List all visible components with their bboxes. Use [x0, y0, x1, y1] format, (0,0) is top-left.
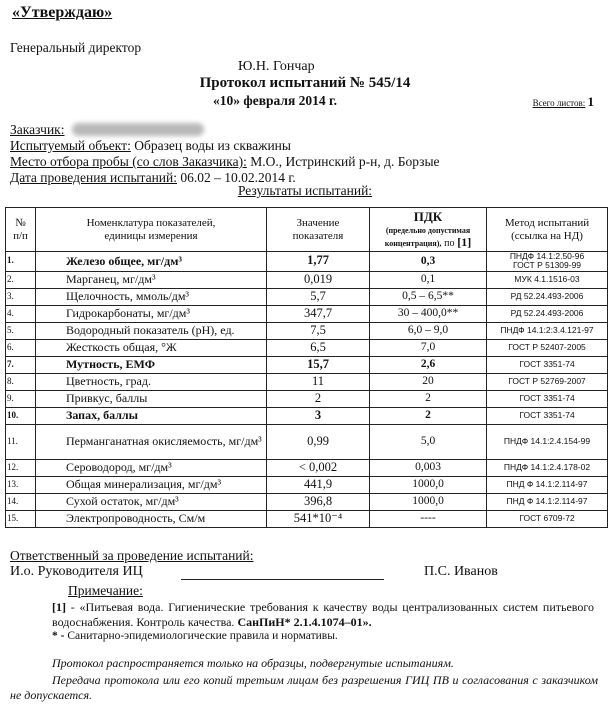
row-method — [487, 510, 608, 527]
method-line: ГОСТ 3351-74 — [519, 393, 575, 404]
method-line: ГОСТ Р 52407-2005 — [508, 342, 586, 353]
row-value: 396,8 — [267, 493, 370, 510]
signer-name: П.С. Иванов — [424, 564, 498, 579]
approve-heading: «Утверждаю» — [12, 4, 113, 21]
method-line: РД 52.24.493-2006 — [510, 308, 584, 319]
method-line: ПНДФ 14.1:2.4.154-99 — [503, 436, 591, 447]
row-method — [487, 424, 608, 459]
row-indicator: Сероводород, мг/дм³ — [36, 459, 267, 476]
table-row — [6, 288, 608, 305]
method-line: ГОСТ 3351-74 — [519, 410, 575, 421]
table-row — [6, 373, 608, 390]
row-num: 8. — [6, 373, 36, 390]
director-name: Ю.Н. Гончар — [238, 59, 315, 74]
row-pdk: 2 — [370, 390, 487, 407]
row-value: 541*10⁻⁴ — [267, 510, 370, 527]
row-method — [487, 407, 608, 424]
method-line: ГОСТ 3351-74 — [519, 359, 575, 370]
row-pdk: 0,3 — [370, 252, 487, 272]
note-2-text: Санитарно-эпидемиологические правила и нормативы. — [64, 630, 338, 642]
row-indicator: Электропроводность, См/м — [36, 510, 267, 527]
method-line: ПНДФ 14.1:2.50-96 — [509, 251, 585, 261]
test-dates-value: 06.02 – 10.02.2014 г. — [177, 170, 296, 185]
row-num: 12. — [6, 459, 36, 476]
row-value: 2 — [267, 390, 370, 407]
table-row — [6, 356, 608, 373]
method-line: ПНДФ 14.1:2.4.178-02 — [503, 462, 591, 473]
header-name: Номенклатура показателей, единицы измерения — [36, 208, 267, 252]
row-method — [487, 271, 608, 288]
method-line: ГОСТ Р 51309-99 — [512, 260, 582, 271]
row-num: 5. — [6, 322, 36, 339]
row-value: 5,7 — [267, 288, 370, 305]
row-indicator: Марганец, мг/дм³ — [36, 271, 267, 288]
protocol-date: «10» февраля 2014 г. — [213, 93, 337, 108]
sampling-place-value: М.О., Истринский р-н, д. Борзые — [246, 154, 440, 169]
method-line: ПНД Ф 14.1:2.114-97 — [506, 479, 588, 490]
row-value: 0,019 — [267, 271, 370, 288]
row-pdk: 0,003 — [370, 459, 487, 476]
test-object-label: Испытуемый объект: — [10, 138, 131, 153]
signature-line — [181, 579, 384, 580]
method-line: ГОСТ Р 52769-2007 — [508, 376, 586, 387]
row-num: 3. — [6, 288, 36, 305]
method-line: ГОСТ 6709-72 — [519, 513, 575, 524]
sampling-place-label: Место отбора пробы (со слов Заказчика): — [10, 154, 247, 169]
row-method — [487, 322, 608, 339]
row-method — [487, 390, 608, 407]
table-row — [6, 476, 608, 493]
row-pdk: 1000,0 — [370, 493, 487, 510]
results-title: Результаты испытаний: — [237, 183, 373, 198]
row-indicator: Жесткость общая, °Ж — [36, 339, 267, 356]
row-indicator: Сухой остаток, мг/дм³ — [36, 493, 267, 510]
note-2 — [52, 630, 338, 642]
row-pdk: 30 – 400,0** — [370, 305, 487, 322]
row-num: 14. — [6, 493, 36, 510]
row-indicator: Перманганатная окисляемость, мг/дм³ — [36, 424, 267, 459]
sampling-place — [10, 154, 440, 170]
method-line: ПНДФ 14.1:2:3.4.121-97 — [500, 325, 594, 336]
row-value: 441,9 — [267, 476, 370, 493]
method-line: ПНД Ф 14.1:2.114-97 — [506, 496, 588, 507]
disclaimer-1: Протокол распространяется только на образцы, подвергнутые испытаниям. — [52, 656, 454, 670]
row-indicator: Общая минерализация, мг/дм³ — [36, 476, 267, 493]
row-pdk: 20 — [370, 373, 487, 390]
row-pdk: 1000,0 — [370, 476, 487, 493]
row-indicator: Железо общее, мг/дм³ — [36, 252, 267, 272]
row-method — [487, 356, 608, 373]
header-method: Метод испытаний (ссылка на НД) — [487, 208, 608, 252]
table-row — [6, 339, 608, 356]
row-method — [487, 493, 608, 510]
row-num: 15. — [6, 510, 36, 527]
row-method — [487, 476, 608, 493]
table-row — [6, 407, 608, 424]
method-line: МУК 4.1.1516-03 — [514, 274, 580, 285]
row-indicator: Привкус, баллы — [36, 390, 267, 407]
test-dates-label: Дата проведения испытаний: — [10, 170, 178, 185]
protocol-title: Протокол испытаний № 545/14 — [199, 75, 411, 91]
row-num: 13. — [6, 476, 36, 493]
table-row — [6, 493, 608, 510]
row-num: 6. — [6, 339, 36, 356]
acting-head-label: И.о. Руководителя ИЦ — [10, 564, 143, 579]
row-value: 347,7 — [267, 305, 370, 322]
row-pdk: 0,1 — [370, 271, 487, 288]
row-method — [487, 459, 608, 476]
responsible-label: Ответственный за проведение испытаний: — [10, 548, 254, 563]
note-1-text: - «Питьевая вода. Гигиенические требования к качеству воды централизованных систем питьевого водоснабжения. Контроль качества. — [52, 600, 594, 629]
table-row — [6, 322, 608, 339]
row-value: 0,99 — [267, 424, 370, 459]
row-method — [487, 373, 608, 390]
note-1-code: СанПиН* 2.1.4.1074–01». — [234, 615, 372, 629]
header-pdk: ПДК (предельно допустимая концентрация), по [1] — [370, 208, 487, 252]
row-indicator: Водородный показатель (рН), ед. — [36, 322, 267, 339]
customer-redaction — [72, 123, 204, 136]
note-title: Примечание: — [68, 583, 143, 598]
customer-label: Заказчик: — [10, 122, 65, 137]
row-method — [487, 305, 608, 322]
row-num: 7. — [6, 356, 36, 373]
row-indicator: Цветность, град. — [36, 373, 267, 390]
disclaimer-2: Передача протокола или его копий третьим лицам без разрешения ГИЦ ПВ и согласования с заказчиком не допускается. — [10, 673, 598, 702]
row-method — [487, 288, 608, 305]
note-1-ref: [1] — [52, 600, 66, 614]
director-title: Генеральный директор — [10, 40, 142, 55]
table-row — [6, 510, 608, 527]
note-2-star: * - — [52, 630, 65, 642]
row-pdk: 2,6 — [370, 356, 487, 373]
table-row — [6, 271, 608, 288]
row-pdk: ---- — [370, 510, 487, 527]
table-row — [6, 305, 608, 322]
table-row — [6, 424, 608, 459]
row-method — [487, 252, 608, 272]
test-object-value: Образец воды из скважины — [130, 138, 291, 153]
row-pdk: 7,0 — [370, 339, 487, 356]
row-num: 4. — [6, 305, 36, 322]
test-object — [10, 138, 291, 154]
method-line: РД 52.24.493-2006 — [510, 291, 584, 302]
row-num: 9. — [6, 390, 36, 407]
row-num: 1. — [6, 252, 36, 272]
row-pdk: 2 — [370, 407, 487, 424]
row-pdk: 6,0 – 9,0 — [370, 322, 487, 339]
row-pdk: 5,0 — [370, 424, 487, 459]
row-value: 15,7 — [267, 356, 370, 373]
row-value: 3 — [267, 407, 370, 424]
row-num: 2. — [6, 271, 36, 288]
results-table — [5, 207, 608, 528]
row-indicator: Щелочность, ммоль/дм³ — [36, 288, 267, 305]
header-value: Значение показателя — [267, 208, 370, 252]
row-value: 11 — [267, 373, 370, 390]
row-num: 11. — [6, 424, 36, 459]
table-row — [6, 390, 608, 407]
row-method — [487, 339, 608, 356]
row-indicator: Мутность, ЕМФ — [36, 356, 267, 373]
table-row — [6, 459, 608, 476]
sheets-count — [533, 94, 594, 110]
sheets-value: 1 — [587, 94, 594, 109]
row-value: 7,5 — [267, 322, 370, 339]
row-indicator: Гидрокарбонаты, мг/дм³ — [36, 305, 267, 322]
note-1 — [52, 600, 594, 630]
header-num: № п/п — [6, 208, 36, 252]
table-header-row — [6, 208, 608, 252]
row-num: 10. — [6, 407, 36, 424]
table-row — [6, 252, 608, 272]
row-indicator: Запах, баллы — [36, 407, 267, 424]
row-value: < 0,002 — [267, 459, 370, 476]
row-value: 6,5 — [267, 339, 370, 356]
row-value: 1,77 — [267, 252, 370, 272]
row-pdk: 0,5 – 6,5** — [370, 288, 487, 305]
sheets-label: Всего листов: — [532, 98, 586, 108]
